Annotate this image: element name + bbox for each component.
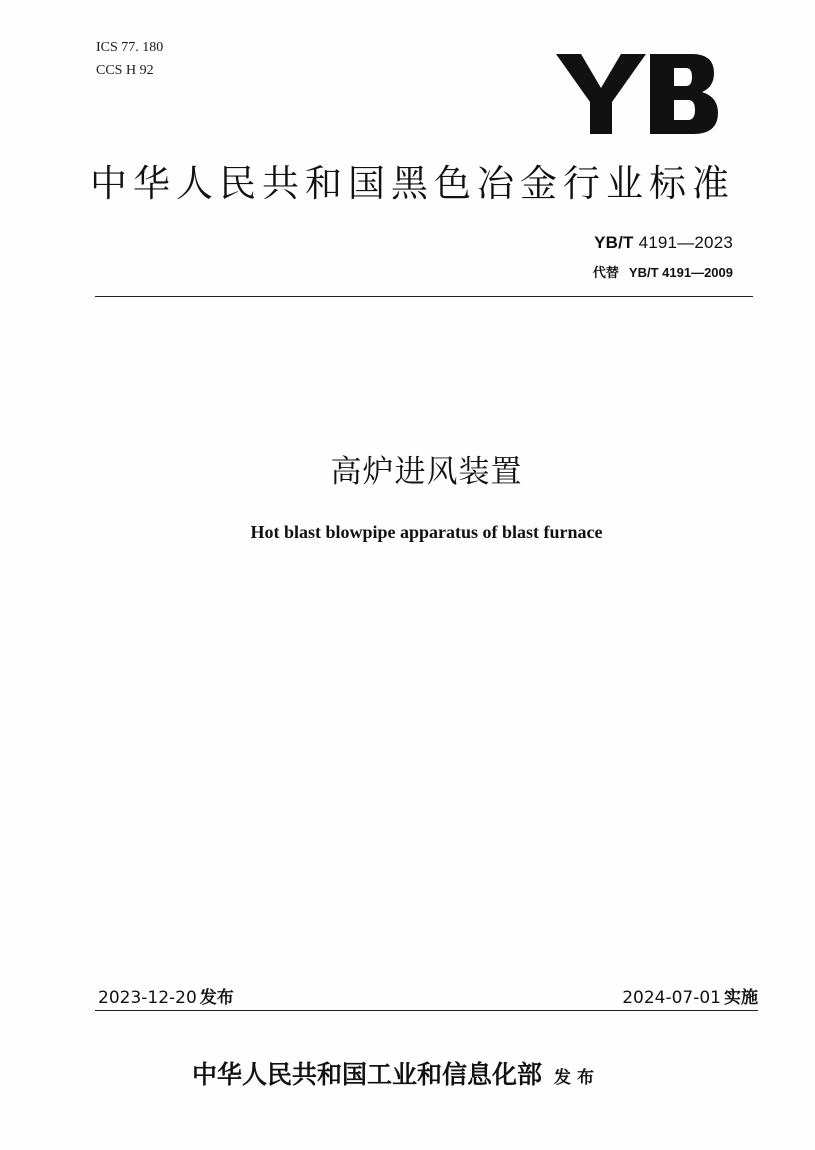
- implementation-date-value: 2024-07-01: [622, 988, 721, 1008]
- issuing-standard-category: 中华人民共和国黑色冶金行业标准: [90, 162, 735, 205]
- standard-number-value: 4191—2023: [638, 233, 733, 252]
- issue-date: [98, 987, 234, 1009]
- replaced-standard: [593, 262, 733, 281]
- issue-date-label: 发布: [199, 988, 234, 1008]
- title-english: Hot blast blowpipe apparatus of blast furnace: [250, 522, 603, 542]
- implementation-date: [622, 987, 758, 1009]
- yb-logo-letter-b: [650, 54, 718, 134]
- ccs-code: CCS H 92: [96, 63, 154, 78]
- top-divider: [95, 296, 753, 297]
- title-chinese: 高炉进风装置: [330, 454, 523, 490]
- implementation-date-label: 实施: [724, 988, 758, 1008]
- issuer-label: 发布: [554, 1068, 601, 1088]
- issuer: [192, 1058, 600, 1095]
- yb-logo-letter-y: [556, 54, 646, 134]
- issuer-name: 中华人民共和国工业和信息化部: [192, 1060, 543, 1089]
- replace-code: YB/T 4191—2009: [628, 265, 733, 280]
- yb-logo: [556, 54, 718, 134]
- standard-prefix: YB/T: [594, 233, 634, 252]
- issue-date-value: 2023-12-20: [98, 988, 197, 1008]
- standard-number: [594, 233, 733, 253]
- bottom-divider: [95, 1010, 758, 1011]
- ics-code: ICS 77. 180: [96, 40, 164, 55]
- replace-label: 代替: [592, 266, 619, 281]
